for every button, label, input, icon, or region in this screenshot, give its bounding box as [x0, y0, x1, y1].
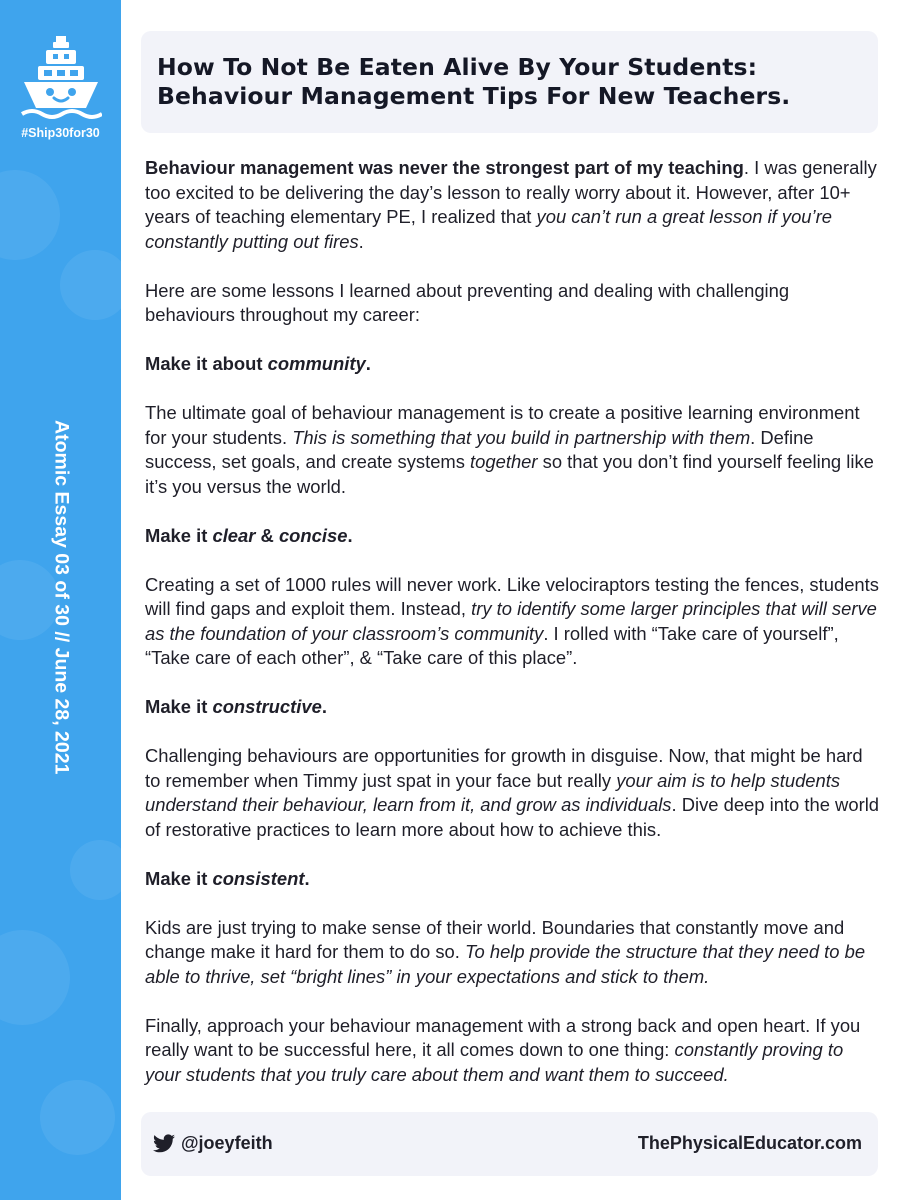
- intro-bold: Behaviour management was never the strongest part of my teaching: [145, 157, 744, 178]
- essay-number-date: Atomic Essay 03 of 30 // June 28, 2021: [50, 420, 73, 775]
- sidebar-decoration: [60, 250, 121, 320]
- paragraph-clear-concise: Creating a set of 1000 rules will never work. Like velociraptors testing the fences, students will find gaps and exploit them. Instead, try to identify some larger principles that will serve as the foundation of your classroom’s community. I rolled with “Take care of yourself”, “Take care of each other”, & “Take care of this place”.: [145, 573, 879, 668]
- title-line-1: How To Not Be Eaten Alive By Your Students:: [157, 53, 758, 81]
- footer: [141, 1112, 878, 1176]
- hashtag: #Ship30for30: [21, 126, 100, 140]
- sidebar-decoration: [70, 840, 121, 900]
- title-box: [141, 31, 878, 133]
- paragraph-consistent: Kids are just trying to make sense of their world. Boundaries that constantly move and change make it hard for them to do so. To help provide the structure that they need to be able to thrive, set “bright lines” in your expectations and stick to them.: [145, 916, 866, 987]
- heading-community: Make it about community.: [145, 353, 371, 374]
- closing-paragraph: Finally, approach your behaviour management with a strong back and open heart. If you really want to be successful here, it all comes down to one thing: constantly proving to your students that you truly care about them and want them to succeed.: [145, 1014, 861, 1085]
- essay-body: [145, 156, 880, 1087]
- sidebar-decoration: [0, 170, 60, 260]
- page-title: [157, 53, 790, 111]
- twitter-handle-link[interactable]: @joeyfeith: [181, 1133, 273, 1153]
- heading-clear-concise: Make it clear & concise.: [145, 524, 353, 546]
- lead-in-paragraph: Here are some lessons I learned about preventing and dealing with challenging behaviours throughout my career:: [145, 279, 790, 325]
- sidebar: [0, 0, 121, 1200]
- paragraph-community: The ultimate goal of behaviour management is to create a positive learning environment for your students. This is something that you build in partnership with them. Define success, set goals, and create systems together so that you don’t find yourself feeling like it’s you versus the world.: [145, 402, 874, 497]
- sidebar-decoration: [40, 1080, 115, 1155]
- website-link[interactable]: ThePhysicalEducator.com: [637, 1133, 862, 1153]
- ship-icon: [20, 34, 102, 126]
- vertical-caption-container: [42, 420, 80, 792]
- intro-text-end: .: [358, 230, 364, 252]
- heading-constructive: Make it constructive.: [145, 696, 327, 717]
- intro-paragraph: [145, 156, 880, 254]
- title-line-2: Behaviour Management Tips For New Teachers.: [157, 82, 791, 110]
- intro-italic: you can’t run a great lesson if you’re constantly putting out fires: [145, 206, 832, 252]
- intro-text: . I was generally too excited to be delivering the day’s lesson to really worry about it. However, after 10+ years of teaching elementary PE, I realized that: [145, 157, 877, 227]
- twitter-bird-icon: [153, 1134, 175, 1153]
- paragraph-constructive: Challenging behaviours are opportunities for growth in disguise. Now, that might be hard to remember when Timmy just spat in your face but really your aim is to help students understand their behaviour, learn from it, and grow as individuals. Dive deep into the world of restorative practices to learn more about how to achieve this.: [145, 745, 880, 840]
- heading-consistent: Make it consistent.: [145, 867, 310, 889]
- sidebar-decoration: [0, 930, 70, 1025]
